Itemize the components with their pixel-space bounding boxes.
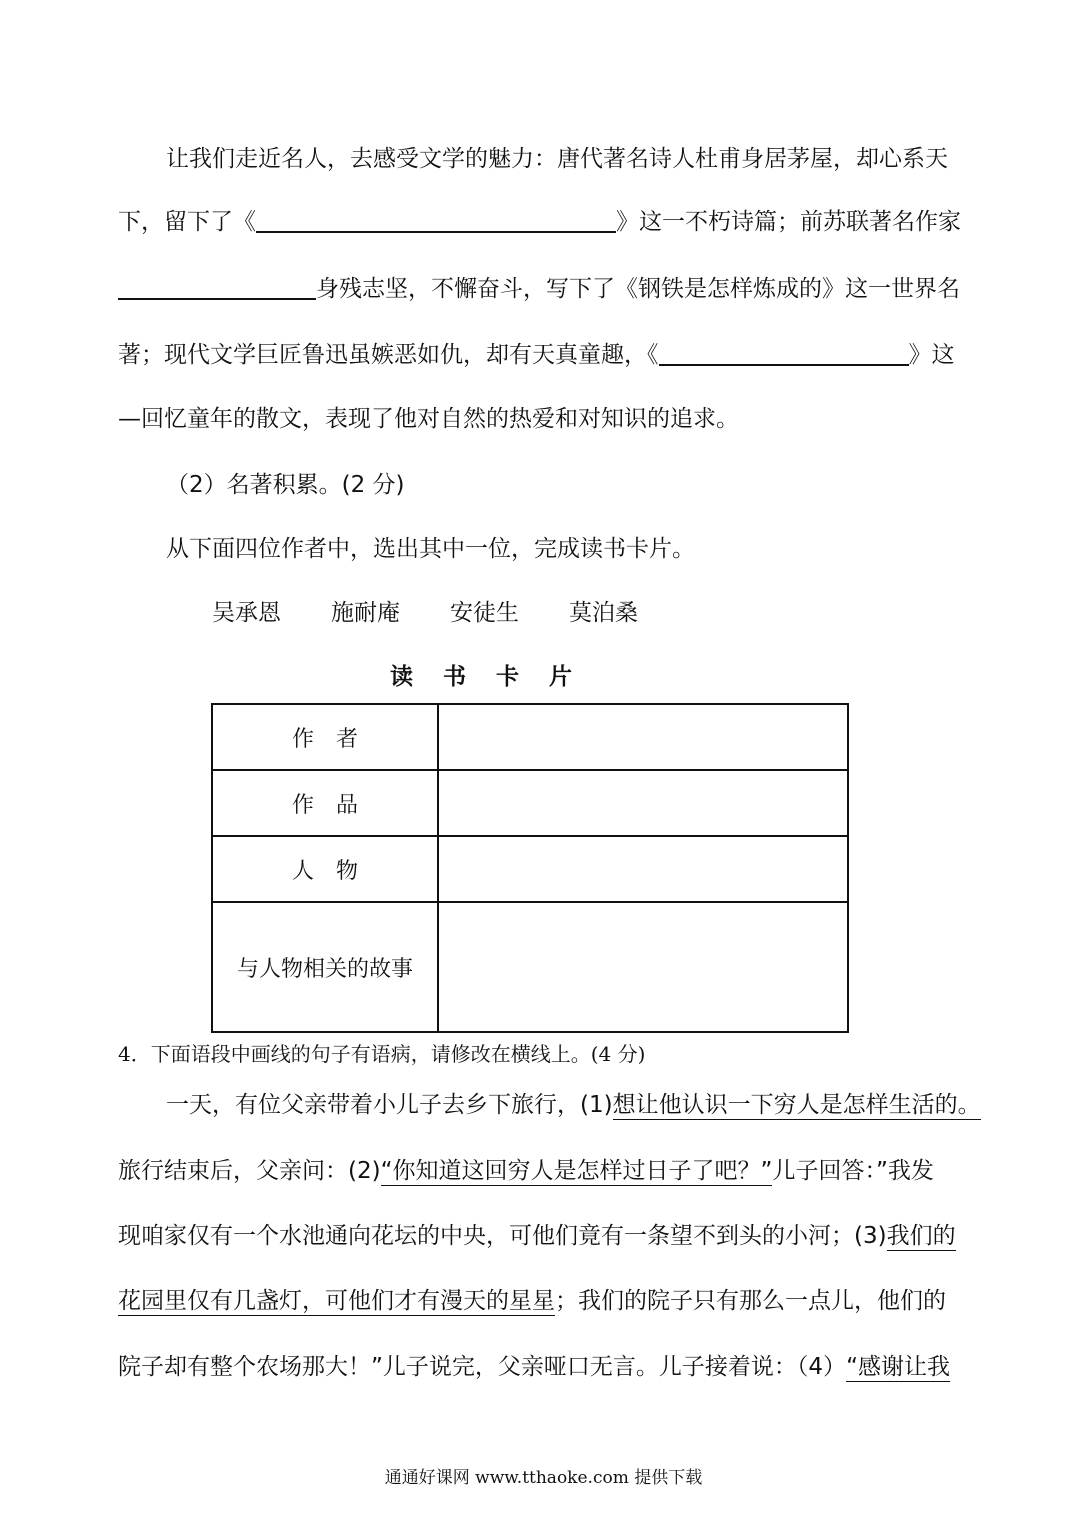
sentence-1-underlined: 想让他认识一下穷人是怎样生活的。 <box>612 1092 981 1118</box>
card-label-author: 作 者 <box>212 704 438 770</box>
q4-heading: 4．下面语段中画线的句子有语病，请修改在横线上。(4 分) <box>118 1042 646 1066</box>
card-answer-story[interactable] <box>438 902 848 1032</box>
reading-card-title: 读书卡片 <box>390 664 602 690</box>
q4-para-line4: 花园里仅有几盏灯，可他们才有漫天的星星；我们的院子只有那么一点儿，他们的 <box>118 1288 946 1314</box>
para1-line3: 身残志坚，不懈奋斗，写下了《钢铁是怎样炼成的》这一世界名 <box>118 270 960 303</box>
para1-line1: 让我们走近名人，去感受文学的魅力：唐代著名诗人杜甫身居茅屋，却心系天 <box>166 146 948 172</box>
card-label-character: 人 物 <box>212 836 438 902</box>
q4-para-line3: 现咱家仅有一个水池通向花坛的中央，可他们竟有一条望不到头的小河；(3)我们的 <box>118 1223 956 1249</box>
page-footer: 通通好课网 www.tthaoke.com 提供下载 <box>384 1468 703 1488</box>
card-answer-work[interactable] <box>438 770 848 836</box>
q4-para-line1: 一天，有位父亲带着小儿子去乡下旅行，(1)想让他认识一下穷人是怎样生活的。 <box>166 1092 981 1118</box>
answer-blank-essay[interactable] <box>659 338 909 366</box>
section2-instruction: 从下面四位作者中，选出其中一位，完成读书卡片。 <box>166 536 695 562</box>
card-answer-character[interactable] <box>438 836 848 902</box>
author-option-3: 安徒生 <box>450 600 519 626</box>
sentence-3-underlined-end: 花园里仅有几盏灯，可他们才有漫天的星星 <box>118 1288 555 1314</box>
card-label-story: 与人物相关的故事 <box>212 902 438 1032</box>
sentence-4-underlined: “感谢让我 <box>846 1354 950 1380</box>
author-option-2: 施耐庵 <box>331 600 400 626</box>
answer-blank-author[interactable] <box>118 272 316 300</box>
author-option-1: 吴承恩 <box>212 600 281 626</box>
para1-line4: 著；现代文学巨匠鲁迅虽嫉恶如仇，却有天真童趣，《 》这 <box>118 336 955 369</box>
section2-heading: （2）名著积累。(2 分) <box>166 472 405 498</box>
sentence-2-underlined: “你知道这回穷人是怎样过日子了吧？” <box>380 1158 773 1184</box>
q4-para-line2: 旅行结束后，父亲问：(2)“你知道这回穷人是怎样过日子了吧？”儿子回答：”我发 <box>118 1158 934 1184</box>
card-answer-author[interactable] <box>438 704 848 770</box>
card-label-work: 作 品 <box>212 770 438 836</box>
author-option-4: 莫泊桑 <box>569 600 638 626</box>
q4-para-line5: 院子却有整个农场那大！”儿子说完，父亲哑口无言。儿子接着说：（4）“感谢让我 <box>118 1354 950 1380</box>
answer-blank-poem[interactable] <box>256 205 616 233</box>
reading-card-table <box>211 703 849 1033</box>
para1-line2: 下，留下了《 》这一不朽诗篇；前苏联著名作家 <box>118 203 961 236</box>
para1-line5: —回忆童年的散文，表现了他对自然的热爱和对知识的追求。 <box>118 406 739 432</box>
sentence-3-underlined-start: 我们的 <box>886 1223 956 1249</box>
